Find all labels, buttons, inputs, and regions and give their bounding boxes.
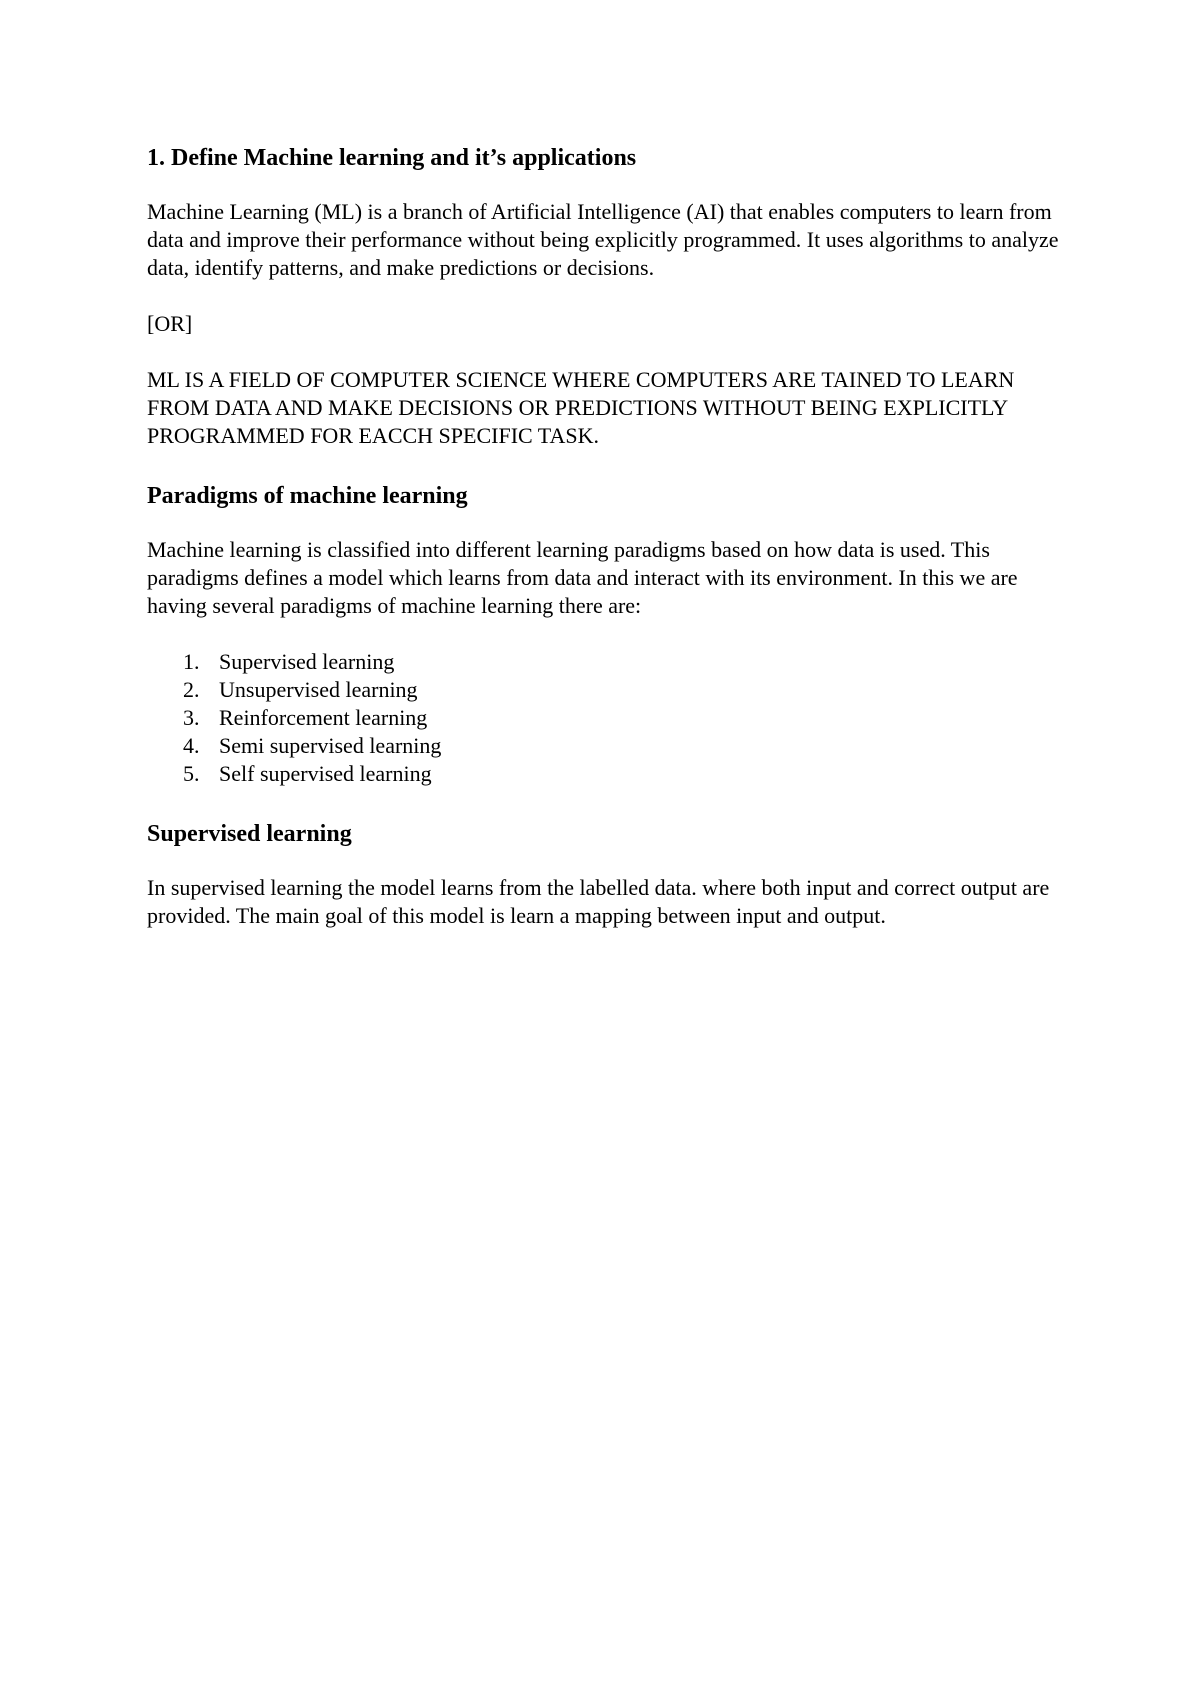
list-item-number: 3.: [183, 705, 200, 730]
section-heading-supervised: Supervised learning: [147, 821, 352, 847]
list-item-text: Unsupervised learning: [219, 677, 418, 702]
list-item-text: Reinforcement learning: [219, 705, 428, 730]
document-content: [147, 142, 1067, 930]
section-heading-definition: 1. Define Machine learning and it’s applications: [147, 145, 637, 171]
list-item-text: Supervised learning: [219, 649, 395, 674]
list-item-number: 5.: [183, 761, 200, 786]
list-item: [147, 732, 1067, 760]
list-item: [147, 648, 1067, 676]
list-item: [147, 676, 1067, 704]
list-item-text: Semi supervised learning: [219, 733, 442, 758]
list-item-number: 1.: [183, 649, 200, 674]
list-item: [147, 704, 1067, 732]
section-heading-paradigms: Paradigms of machine learning: [147, 483, 468, 509]
definition-paragraph: Machine Learning (ML) is a branch of Artificial Intelligence (AI) that enables computers to learn from data and improve their performance without being explicitly programmed. It uses algorithms to analyze data, identify patterns, and make predictions or decisions.: [147, 199, 1059, 280]
supervised-paragraph: In supervised learning the model learns from the labelled data. where both input and correct output are provided. The main goal of this model is learn a mapping between input and output.: [147, 875, 1050, 928]
paradigms-paragraph: Machine learning is classified into different learning paradigms based on how data is used. This paradigms defines a model which learns from data and interact with its environment. In this we are having several paradigms of machine learning there are:: [147, 537, 1018, 618]
definition-uppercase-paragraph: ML IS A FIELD OF COMPUTER SCIENCE WHERE COMPUTERS ARE TAINED TO LEARN FROM DATA AND MAKE DECISIONS OR PREDICTIONS WITHOUT BEING EXPLICITLY PROGRAMMED FOR EACCH SPECIFIC TASK.: [147, 367, 1015, 448]
or-separator: [OR]: [147, 311, 193, 336]
list-item-number: 2.: [183, 677, 200, 702]
paradigms-list: [147, 648, 1067, 788]
list-item-number: 4.: [183, 733, 200, 758]
list-item-text: Self supervised learning: [219, 761, 432, 786]
list-item: [147, 760, 1067, 788]
